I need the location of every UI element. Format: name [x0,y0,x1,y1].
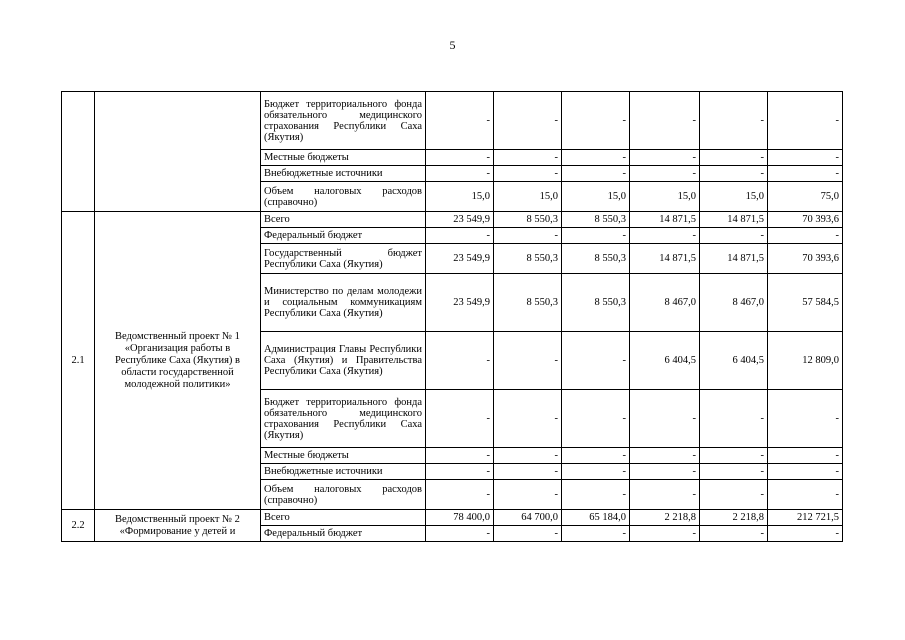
year-value-cell: - [426,526,494,542]
project-name-cell: Ведомственный проект № 1 «Организация работы в Республике Саха (Якутия) в области государственной молодежной политики» [95,212,261,510]
year-value-cell: - [562,228,630,244]
year-value-cell: 65 184,0 [562,510,630,526]
row-index-cell: 2.2 [62,510,95,542]
year-value-cell: 15,0 [494,182,562,212]
total-value-cell: - [768,150,843,166]
total-value-cell: - [768,228,843,244]
total-value-cell: 57 584,5 [768,274,843,332]
total-value-cell: 212 721,5 [768,510,843,526]
year-value-cell: 15,0 [700,182,768,212]
year-value-cell: - [562,390,630,448]
year-value-cell: - [426,332,494,390]
year-value-cell: - [630,150,700,166]
year-value-cell: 8 467,0 [700,274,768,332]
year-value-cell: - [426,480,494,510]
funding-source-cell: Бюджет территориального фонда обязательного медицинского страхования Республики Саха (Якутия) [261,92,426,150]
year-value-cell: 8 550,3 [562,244,630,274]
year-value-cell: - [562,150,630,166]
year-value-cell: - [494,228,562,244]
year-value-cell: - [700,526,768,542]
funding-source-cell: Местные бюджеты [261,448,426,464]
year-value-cell: - [426,390,494,448]
total-value-cell: - [768,92,843,150]
total-value-cell: - [768,480,843,510]
total-value-cell: 70 393,6 [768,244,843,274]
year-value-cell: - [700,464,768,480]
total-value-cell: - [768,448,843,464]
year-value-cell: - [494,464,562,480]
year-value-cell: - [562,448,630,464]
year-value-cell: - [426,166,494,182]
funding-source-cell: Бюджет территориального фонда обязательного медицинского страхования Республики Саха (Якутия) [261,390,426,448]
year-value-cell: - [630,448,700,464]
year-value-cell: 2 218,8 [630,510,700,526]
total-value-cell: 70 393,6 [768,212,843,228]
funding-source-cell: Всего [261,510,426,526]
funding-source-cell: Государственный бюджет Республики Саха (Якутия) [261,244,426,274]
year-value-cell: - [494,480,562,510]
project-name-cell [95,92,261,212]
year-value-cell: - [426,92,494,150]
year-value-cell: 8 550,3 [562,274,630,332]
year-value-cell: - [700,166,768,182]
year-value-cell: 6 404,5 [700,332,768,390]
total-value-cell: - [768,464,843,480]
year-value-cell: 23 549,9 [426,212,494,228]
year-value-cell: 8 550,3 [494,212,562,228]
year-value-cell: 8 550,3 [562,212,630,228]
total-value-cell: - [768,390,843,448]
budget-table [61,91,843,542]
funding-source-cell: Всего [261,212,426,228]
project-name-cell: Ведомственный проект № 2 «Формирование у детей и [95,510,261,542]
year-value-cell: 15,0 [630,182,700,212]
table-row [62,92,843,150]
year-value-cell: - [562,480,630,510]
row-index-cell: 2.1 [62,212,95,510]
year-value-cell: - [494,390,562,448]
year-value-cell: - [630,480,700,510]
year-value-cell: 14 871,5 [630,244,700,274]
year-value-cell: - [426,150,494,166]
year-value-cell: 2 218,8 [700,510,768,526]
year-value-cell: - [494,526,562,542]
year-value-cell: 14 871,5 [700,244,768,274]
year-value-cell: 8 550,3 [494,244,562,274]
total-value-cell: - [768,526,843,542]
funding-source-cell: Федеральный бюджет [261,228,426,244]
year-value-cell: 23 549,9 [426,244,494,274]
year-value-cell: 78 400,0 [426,510,494,526]
funding-source-cell: Объем налоговых расходов (справочно) [261,480,426,510]
year-value-cell: - [700,228,768,244]
year-value-cell: 8 550,3 [494,274,562,332]
funding-source-cell: Министерство по делам молодежи и социальным коммуникациям Республики Саха (Якутия) [261,274,426,332]
year-value-cell: - [700,448,768,464]
year-value-cell: - [630,464,700,480]
year-value-cell: 14 871,5 [630,212,700,228]
year-value-cell: - [494,332,562,390]
year-value-cell: 23 549,9 [426,274,494,332]
year-value-cell: - [494,448,562,464]
year-value-cell: - [494,166,562,182]
year-value-cell: - [630,526,700,542]
year-value-cell: 15,0 [426,182,494,212]
total-value-cell: 75,0 [768,182,843,212]
total-value-cell: - [768,166,843,182]
year-value-cell: - [562,332,630,390]
funding-source-cell: Внебюджетные источники [261,166,426,182]
year-value-cell: - [494,150,562,166]
year-value-cell: - [426,448,494,464]
year-value-cell: 14 871,5 [700,212,768,228]
year-value-cell: - [630,228,700,244]
year-value-cell: 8 467,0 [630,274,700,332]
year-value-cell: - [562,92,630,150]
year-value-cell: - [700,390,768,448]
table-row [62,510,843,526]
year-value-cell: - [630,390,700,448]
year-value-cell: - [700,480,768,510]
table-row [62,212,843,228]
funding-source-cell: Внебюджетные источники [261,464,426,480]
row-index-cell [62,92,95,212]
year-value-cell: 15,0 [562,182,630,212]
funding-source-cell: Местные бюджеты [261,150,426,166]
year-value-cell: - [562,526,630,542]
year-value-cell: - [700,150,768,166]
funding-source-cell: Администрация Главы Республики Саха (Якутия) и Правительства Республики Саха (Якутия) [261,332,426,390]
year-value-cell: - [426,228,494,244]
funding-source-cell: Объем налоговых расходов (справочно) [261,182,426,212]
year-value-cell: 6 404,5 [630,332,700,390]
total-value-cell: 12 809,0 [768,332,843,390]
year-value-cell: - [630,166,700,182]
year-value-cell: - [562,166,630,182]
year-value-cell: 64 700,0 [494,510,562,526]
year-value-cell: - [426,464,494,480]
funding-source-cell: Федеральный бюджет [261,526,426,542]
year-value-cell: - [562,464,630,480]
year-value-cell: - [700,92,768,150]
year-value-cell: - [494,92,562,150]
page-number: 5 [449,38,456,52]
year-value-cell: - [630,92,700,150]
